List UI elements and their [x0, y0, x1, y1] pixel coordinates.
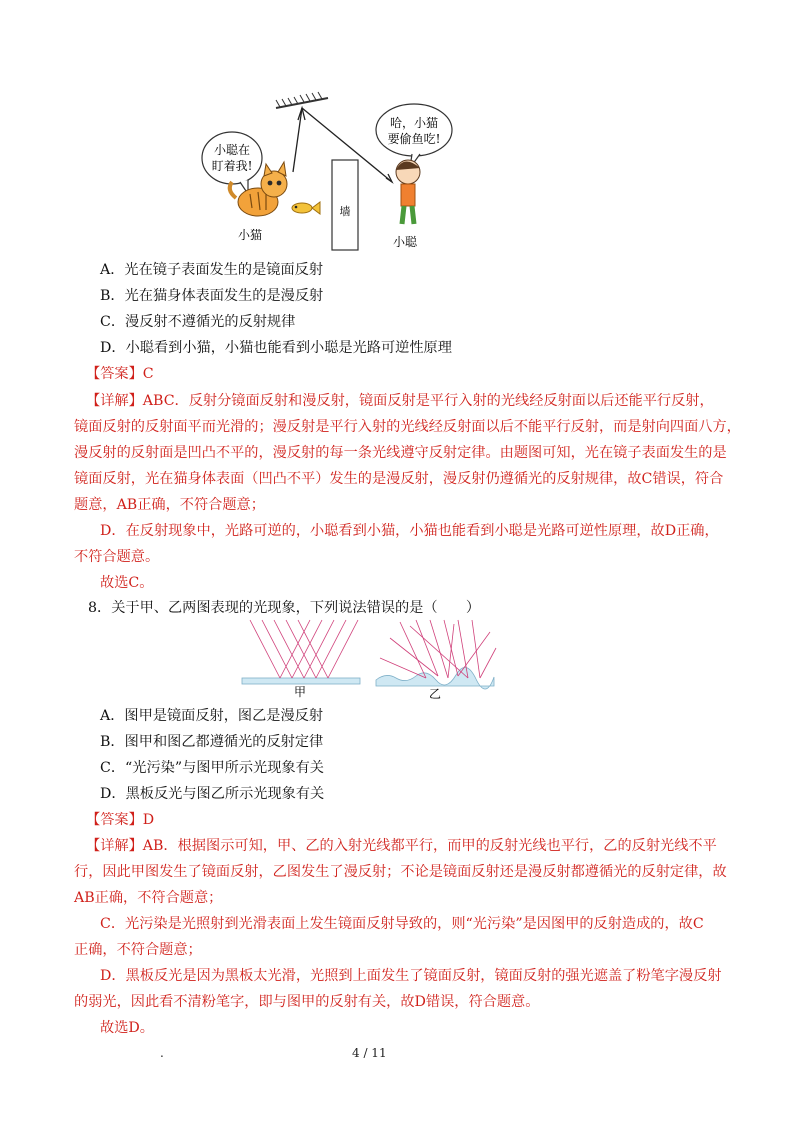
- q7-detail-line: [86, 391, 714, 411]
- q7-option-d: D．小聪看到小猫，小猫也能看到小聪是光路可逆性原理: [100, 340, 452, 356]
- footer-dot: .: [160, 1046, 164, 1060]
- q7-detail-line: 镜面反射，光在猫身体表面（凹凸不平）发生的是漫反射，漫反射仍遵循光的反射规律，故C错误，符合: [74, 471, 724, 487]
- reflection-figures: [240, 618, 500, 701]
- q7-answer: [86, 364, 154, 384]
- q7-detail-line: 镜面反射的反射面平而光滑的；漫反射是平行入射的光线经反射面以后不能平行反射，而是射向四面八方，: [74, 419, 741, 435]
- cat-boy-mirror-figure: [190, 90, 490, 255]
- answer-tag: 【答案】: [86, 812, 143, 828]
- figure-label-b: 乙: [428, 687, 442, 701]
- q8-detail-line: 正确，不符合题意；: [74, 942, 202, 958]
- q7-option-b: B．光在猫身体表面发生的是漫反射: [100, 288, 324, 304]
- bubble-cat-line1: 小聪在: [213, 143, 251, 157]
- q8-answer: [86, 810, 154, 830]
- answer-value: D: [142, 812, 155, 828]
- q8-option-d: D．黑板反光与图乙所示光现象有关: [100, 786, 325, 802]
- q7-detail-line: D．在反射现象中，光路可逆的，小聪看到小猫，小猫也能看到小聪是光路可逆性原理，故D正确，: [100, 523, 719, 539]
- q8-detail-line: AB正确，不符合题意；: [74, 890, 223, 906]
- page-number: 4 / 11: [352, 1046, 387, 1060]
- detail-text: ABC．反射分镜面反射和漫反射，镜面反射是平行入射的光线经反射面以后还能平行反射，: [142, 393, 714, 409]
- bubble-cat-line2: 盯着我!: [211, 159, 253, 173]
- answer-value: C: [142, 366, 154, 382]
- q7-detail-line: 漫反射的反射面是凹凸不平的，漫反射的每一条光线遵守反射定律。由题图可知，光在镜子表面发生的是: [74, 445, 727, 461]
- q7-option-c: C．漫反射不遵循光的反射规律: [100, 314, 296, 330]
- fish-illustration: [292, 202, 320, 214]
- q8-detail-line: 行，因此甲图发生了镜面反射，乙图发生了漫反射；不论是镜面反射还是漫反射都遵循光的反射定律，故: [74, 864, 727, 880]
- q7-conclusion: 故选C。: [100, 575, 154, 591]
- q7-detail-line: 题意，AB正确，不符合题意；: [74, 497, 265, 513]
- q7-option-a: A．光在镜子表面发生的是镜面反射: [100, 262, 324, 278]
- q8-option-b: B．图甲和图乙都遵循光的反射定律: [100, 734, 324, 750]
- bubble-boy-line2: 要偷鱼吃!: [387, 132, 441, 146]
- bubble-boy-line1: 哈，小猫: [389, 116, 439, 130]
- q8-detail-line: [86, 836, 717, 856]
- q7-detail-line: 不符合题意。: [74, 549, 160, 565]
- q8-detail-line: D．黑板反光是因为黑板太光滑，光照到上面发生了镜面反射，镜面反射的强光遮盖了粉笔字漫反射: [100, 968, 722, 984]
- detail-text: AB．根据图示可知，甲、乙的入射光线都平行，而甲的反射光线也平行，乙的反射光线不平: [142, 838, 717, 854]
- q8-detail-line: 的弱光，因此看不清粉笔字，即与图甲的反射有关，故D错误，符合题意。: [74, 994, 540, 1010]
- answer-tag: 【答案】: [86, 366, 143, 382]
- q8-option-a: A．图甲是镜面反射，图乙是漫反射: [100, 708, 324, 724]
- q8-stem: 8．关于甲、乙两图表现的光现象，下列说法错误的是（ ）: [88, 600, 481, 616]
- boy-label: 小聪: [393, 235, 418, 249]
- boy-illustration: [396, 160, 420, 224]
- figure-label-a: 甲: [293, 685, 307, 699]
- cat-label: 小猫: [238, 228, 263, 242]
- mirror: [276, 92, 328, 108]
- detail-tag: 【详解】: [86, 393, 143, 409]
- q8-detail-line: C．光污染是光照射到光滑表面上发生镜面反射导致的，则“光污染”是因图甲的反射造成的，故C: [100, 916, 704, 932]
- speech-bubble-boy: [376, 104, 452, 168]
- wall: [332, 160, 358, 250]
- diffuse-reflection-figure: [376, 620, 496, 689]
- detail-tag: 【详解】: [86, 838, 143, 854]
- specular-reflection-figure: [242, 620, 360, 684]
- q8-option-c: C．“光污染”与图甲所示光现象有关: [100, 760, 324, 776]
- wall-label: 墙: [339, 205, 351, 218]
- q8-conclusion: 故选D。: [100, 1020, 154, 1036]
